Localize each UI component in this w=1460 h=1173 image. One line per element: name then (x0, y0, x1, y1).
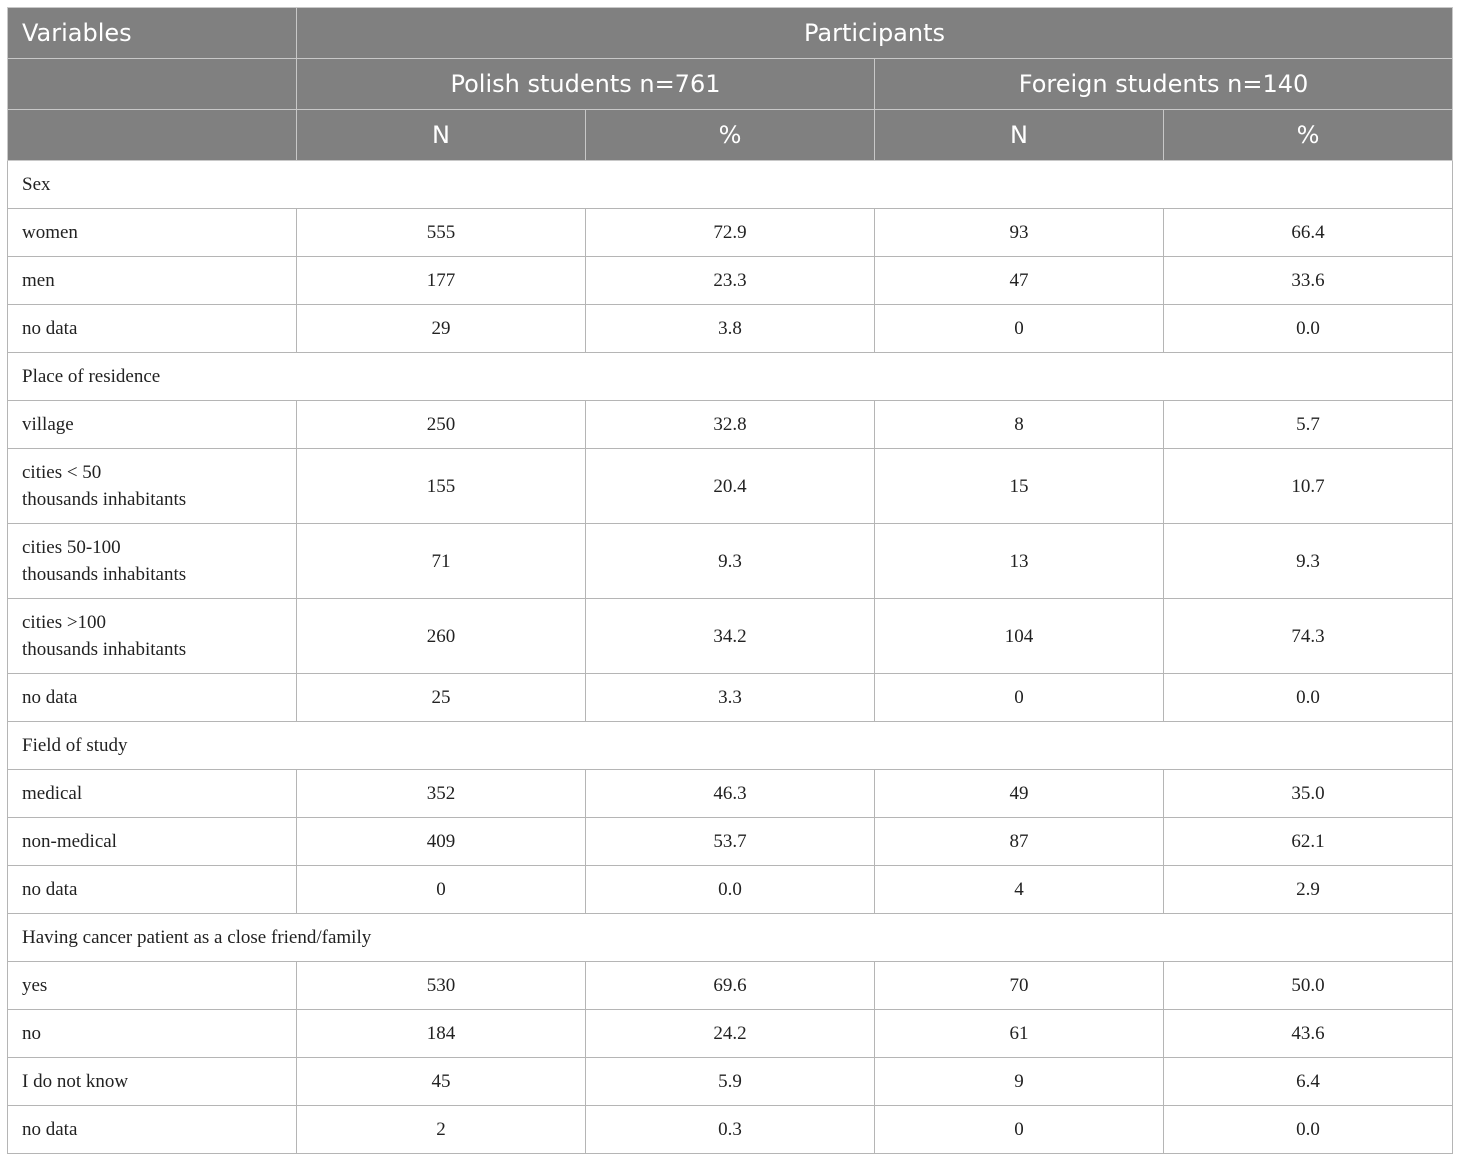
foreign-n-cell: 47 (875, 257, 1164, 305)
polish-pct-cell: 0.0 (586, 866, 875, 914)
foreign-n-cell: 0 (875, 1106, 1164, 1154)
polish-n-cell: 25 (297, 674, 586, 722)
foreign-n-cell: 104 (875, 599, 1164, 674)
polish-n-cell: 29 (297, 305, 586, 353)
row-label-line-1: no data (22, 686, 78, 708)
foreign-students-header: Foreign students n=140 (875, 59, 1453, 110)
row-label (8, 1106, 297, 1154)
row-label-line-1: medical (22, 782, 83, 804)
polish-n-cell: 555 (297, 209, 586, 257)
section-label: Having cancer patient as a close friend/family (8, 914, 1453, 962)
table-row (8, 770, 1453, 818)
foreign-pct-cell: 62.1 (1164, 818, 1453, 866)
foreign-pct-cell: 33.6 (1164, 257, 1453, 305)
participants-table (7, 7, 1453, 1154)
header-row-1 (8, 8, 1453, 59)
polish-n-cell: 2 (297, 1106, 586, 1154)
foreign-pct-cell: 5.7 (1164, 401, 1453, 449)
row-label (8, 770, 297, 818)
polish-pct-cell: 24.2 (586, 1010, 875, 1058)
row-label (8, 524, 297, 599)
foreign-pct-cell: 43.6 (1164, 1010, 1453, 1058)
row-label-line-2: thousands inhabitants (22, 639, 187, 660)
row-label-line-1: non-medical (22, 830, 117, 852)
foreign-pct-cell: 35.0 (1164, 770, 1453, 818)
section-row (8, 161, 1453, 209)
polish-pct-cell: 0.3 (586, 1106, 875, 1154)
polish-n-cell: 260 (297, 599, 586, 674)
row-label (8, 866, 297, 914)
row-label-line-1: village (22, 413, 74, 435)
polish-n-cell: 155 (297, 449, 586, 524)
foreign-pct-cell: 0.0 (1164, 674, 1453, 722)
table-row (8, 305, 1453, 353)
table-row (8, 1058, 1453, 1106)
table-row (8, 401, 1453, 449)
section-row (8, 722, 1453, 770)
polish-pct-header: % (586, 110, 875, 161)
header-row-3 (8, 110, 1453, 161)
row-label (8, 209, 297, 257)
foreign-n-cell: 13 (875, 524, 1164, 599)
polish-pct-cell: 72.9 (586, 209, 875, 257)
row-label (8, 1010, 297, 1058)
row-label (8, 818, 297, 866)
polish-students-header: Polish students n=761 (297, 59, 875, 110)
row-label-line-1: I do not know (22, 1070, 129, 1092)
foreign-n-cell: 8 (875, 401, 1164, 449)
foreign-pct-cell: 0.0 (1164, 305, 1453, 353)
polish-n-cell: 409 (297, 818, 586, 866)
polish-pct-cell: 69.6 (586, 962, 875, 1010)
row-label (8, 1058, 297, 1106)
table-row (8, 1106, 1453, 1154)
table-row (8, 209, 1453, 257)
row-label (8, 599, 297, 674)
foreign-n-cell: 0 (875, 305, 1164, 353)
polish-n-cell: 530 (297, 962, 586, 1010)
foreign-pct-cell: 9.3 (1164, 524, 1453, 599)
polish-pct-cell: 20.4 (586, 449, 875, 524)
table-row (8, 257, 1453, 305)
row-label-line-1: no (22, 1022, 41, 1044)
table-header (8, 8, 1453, 161)
polish-pct-cell: 34.2 (586, 599, 875, 674)
row-label-line-2: thousands inhabitants (22, 489, 187, 510)
foreign-n-cell: 49 (875, 770, 1164, 818)
polish-pct-cell: 9.3 (586, 524, 875, 599)
foreign-pct-cell: 74.3 (1164, 599, 1453, 674)
row-label-line-1: cities 50-100 (22, 537, 121, 558)
foreign-n-cell: 4 (875, 866, 1164, 914)
foreign-n-cell: 15 (875, 449, 1164, 524)
table-row (8, 866, 1453, 914)
polish-pct-cell: 3.3 (586, 674, 875, 722)
foreign-pct-cell: 6.4 (1164, 1058, 1453, 1106)
row-label (8, 257, 297, 305)
foreign-n-cell: 93 (875, 209, 1164, 257)
row-label-line-1: women (22, 221, 78, 243)
row-label-line-1: yes (22, 974, 48, 996)
table-body (8, 161, 1453, 1154)
participants-header: Participants (297, 8, 1453, 59)
header-row-2 (8, 59, 1453, 110)
polish-pct-cell: 32.8 (586, 401, 875, 449)
polish-n-cell: 184 (297, 1010, 586, 1058)
foreign-n-cell: 87 (875, 818, 1164, 866)
foreign-n-cell: 0 (875, 674, 1164, 722)
table-row (8, 962, 1453, 1010)
row-label-line-1: no data (22, 878, 78, 900)
polish-n-cell: 352 (297, 770, 586, 818)
polish-n-cell: 45 (297, 1058, 586, 1106)
foreign-n-cell: 9 (875, 1058, 1164, 1106)
table-row (8, 674, 1453, 722)
section-label: Field of study (8, 722, 1453, 770)
polish-pct-cell: 5.9 (586, 1058, 875, 1106)
foreign-pct-cell: 2.9 (1164, 866, 1453, 914)
section-row (8, 914, 1453, 962)
section-row (8, 353, 1453, 401)
section-label: Sex (8, 161, 1453, 209)
foreign-pct-cell: 50.0 (1164, 962, 1453, 1010)
polish-n-header: N (297, 110, 586, 161)
foreign-n-cell: 70 (875, 962, 1164, 1010)
table-row (8, 524, 1453, 599)
variables-header: Variables (8, 8, 297, 59)
foreign-pct-cell: 0.0 (1164, 1106, 1453, 1154)
table-row (8, 818, 1453, 866)
row-label (8, 449, 297, 524)
empty-header-cell (8, 110, 297, 161)
empty-header-cell (8, 59, 297, 110)
polish-n-cell: 0 (297, 866, 586, 914)
polish-pct-cell: 23.3 (586, 257, 875, 305)
polish-pct-cell: 46.3 (586, 770, 875, 818)
foreign-n-cell: 61 (875, 1010, 1164, 1058)
polish-n-cell: 250 (297, 401, 586, 449)
polish-pct-cell: 3.8 (586, 305, 875, 353)
row-label-line-1: cities < 50 (22, 462, 102, 483)
foreign-pct-cell: 10.7 (1164, 449, 1453, 524)
row-label-line-2: thousands inhabitants (22, 564, 187, 585)
polish-pct-cell: 53.7 (586, 818, 875, 866)
row-label-line-1: men (22, 269, 55, 291)
polish-n-cell: 71 (297, 524, 586, 599)
row-label-line-1: cities >100 (22, 612, 107, 633)
foreign-n-header: N (875, 110, 1164, 161)
row-label (8, 962, 297, 1010)
table-row (8, 449, 1453, 524)
table-container (7, 7, 1453, 1154)
row-label-line-1: no data (22, 317, 78, 339)
section-label: Place of residence (8, 353, 1453, 401)
row-label (8, 305, 297, 353)
row-label (8, 401, 297, 449)
table-row (8, 599, 1453, 674)
foreign-pct-header: % (1164, 110, 1453, 161)
table-row (8, 1010, 1453, 1058)
polish-n-cell: 177 (297, 257, 586, 305)
row-label-line-1: no data (22, 1118, 78, 1140)
row-label (8, 674, 297, 722)
foreign-pct-cell: 66.4 (1164, 209, 1453, 257)
